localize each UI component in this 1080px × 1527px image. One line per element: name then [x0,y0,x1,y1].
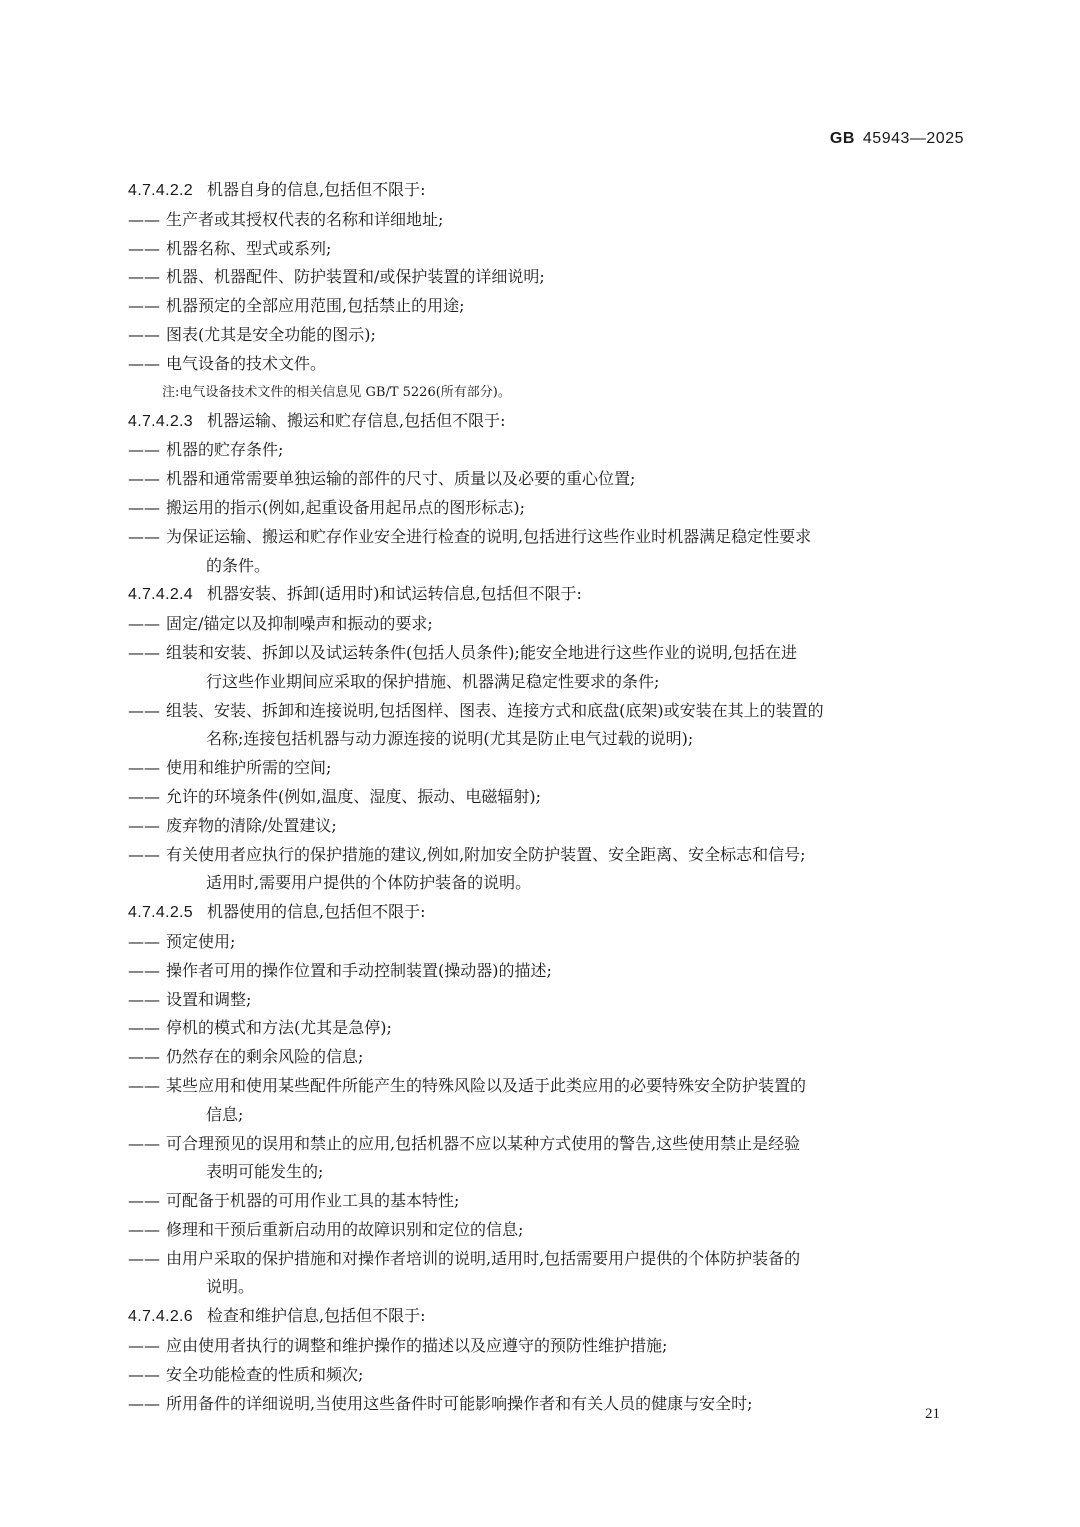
list-item-text: 机器和通常需要单独运输的部件的尺寸、质量以及必要的重心位置; [166,469,636,489]
em-dash-marker: —— [128,1336,160,1356]
em-dash-marker: —— [128,960,160,980]
list-item-text: 停机的模式和方法(尤其是急停); [166,1018,392,1038]
em-dash-marker: —— [128,1393,160,1413]
clause-number: 4.7.4.2.3 [128,412,193,430]
list-item-text: 机器名称、型式或系列; [166,238,332,258]
list-item-text: 允许的环境条件(例如,温度、湿度、振动、电磁辐射); [166,786,541,806]
list-item [128,1130,966,1159]
page-number: 21 [925,1406,940,1422]
list-item-text: 组装和安装、拆卸以及试运转条件(包括人员条件);能安全地进行这些作业的说明,包括在进 [166,642,797,662]
em-dash-marker: —— [128,267,160,287]
list-item [128,436,966,465]
list-item-text: 修理和干预后重新启动用的故障识别和定位的信息; [166,1219,524,1239]
note: 注:电气设备技术文件的相关信息见 GB/T 5226(所有部分)。 [162,384,511,400]
list-item [128,235,966,264]
list-item-text: 有关使用者应执行的保护措施的建议,例如,附加安全防护装置、安全距离、安全标志和信号; [166,844,806,864]
list-item-continuation: 的条件。 [206,555,271,575]
clause-title: 机器安装、拆卸(适用时)和试运转信息,包括但不限于: [206,584,582,604]
list-item [128,754,966,783]
clause-number: 4.7.4.2.5 [128,904,193,922]
list-item-text: 生产者或其授权代表的名称和详细地址; [166,209,444,229]
list-item-text: 可配备于机器的可用作业工具的基本特性; [166,1191,460,1211]
em-dash-marker: —— [128,238,160,258]
list-item [128,523,966,552]
clause-heading [128,1302,966,1332]
em-dash-marker: —— [128,614,160,634]
clause-number: 4.7.4.2.2 [128,182,193,199]
list-item-continuation: 行这些作业期间应采取的保护措施、机器满足稳定性要求的条件; [206,671,660,691]
clause-title: 检查和维护信息,包括但不限于: [206,1306,426,1326]
list-item-text: 可合理预见的误用和禁止的应用,包括机器不应以某种方式使用的警告,这些使用禁止是经验 [166,1133,801,1153]
list-item-text: 仍然存在的剩余风险的信息; [166,1047,364,1067]
list-item-text: 安全功能检查的性质和频次; [166,1364,364,1384]
list-item-text: 所用备件的详细说明,当使用这些备件时可能影响操作者和有关人员的健康与安全时; [166,1393,753,1413]
standard-number [830,130,964,148]
list-item [128,263,966,292]
em-dash-marker: —— [128,1018,160,1038]
list-item-continuation: 说明。 [206,1277,255,1297]
list-item [128,783,966,812]
em-dash-marker: —— [128,1191,160,1211]
clause-title: 机器自身的信息,包括但不限于: [206,180,426,199]
list-item-text: 图表(尤其是安全功能的图示); [166,324,376,344]
list-item [128,1014,966,1043]
clause-number: 4.7.4.2.6 [128,1308,193,1326]
em-dash-marker: —— [128,1219,160,1239]
list-item-text: 机器、机器配件、防护装置和/或保护装置的详细说明; [166,267,545,287]
em-dash-marker: —— [128,1248,160,1268]
em-dash-marker: —— [128,844,160,864]
em-dash-marker: —— [128,353,160,373]
list-item-text: 机器的贮存条件; [166,440,284,460]
list-item-text: 应由使用者执行的调整和维护操作的描述以及应遵守的预防性维护措施; [166,1336,668,1356]
list-item-text: 固定/锚定以及抑制噪声和振动的要求; [166,614,433,634]
list-item [128,1332,966,1361]
list-item-text: 电气设备的技术文件。 [166,353,327,373]
list-item [128,639,966,668]
list-item [128,206,966,235]
list-item [128,321,966,350]
list-item-text: 搬运用的指示(例如,起重设备用起吊点的图形标志); [166,497,525,517]
standard-code: 45943—2025 [862,130,964,147]
em-dash-marker: —— [128,440,160,460]
list-item [128,465,966,494]
list-item [128,350,966,379]
em-dash-marker: —— [128,642,160,662]
list-item-text: 某些应用和使用某些配件所能产生的特殊风险以及适于此类应用的必要特殊安全防护装置的 [166,1075,807,1095]
em-dash-marker: —— [128,1364,160,1384]
list-item-continuation: 信息; [206,1104,244,1124]
list-item [128,1043,966,1072]
em-dash-marker: —— [128,815,160,835]
em-dash-marker: —— [128,989,160,1009]
list-item [128,928,966,957]
list-item [128,494,966,523]
list-item [128,1072,966,1101]
em-dash-marker: —— [128,526,160,546]
em-dash-marker: —— [128,786,160,806]
list-item [128,1361,966,1390]
list-item-text: 废弃物的清除/处置建议; [166,815,337,835]
list-item-continuation: 名称;连接包括机器与动力源连接的说明(尤其是防止电气过载的说明); [206,729,694,749]
clause-heading [128,176,966,206]
list-item-text: 操作者可用的操作位置和手动控制装置(操动器)的描述; [166,960,552,980]
standard-prefix: GB [829,130,855,147]
list-item-text: 预定使用; [166,931,236,951]
clause-heading [128,407,966,437]
em-dash-marker: —— [128,497,160,517]
em-dash-marker: —— [128,758,160,778]
em-dash-marker: —— [128,209,160,229]
list-item-text: 使用和维护所需的空间; [166,758,332,778]
clause-title: 机器使用的信息,包括但不限于: [206,902,426,922]
list-item [128,812,966,841]
list-item [128,1216,966,1245]
list-item-continuation: 适用时,需要用户提供的个体防护装备的说明。 [206,873,532,893]
list-item-text: 机器预定的全部应用范围,包括禁止的用途; [166,296,465,316]
list-item-text: 组装、安装、拆卸和连接说明,包括图样、图表、连接方式和底盘(底架)或安装在其上的装置的 [166,700,824,720]
list-item-text: 设置和调整; [166,989,252,1009]
em-dash-marker: —— [128,931,160,951]
list-item [128,697,966,726]
list-item [128,986,966,1015]
em-dash-marker: —— [128,324,160,344]
list-item [128,957,966,986]
list-item [128,292,966,321]
list-item-text: 由用户采取的保护措施和对操作者培训的说明,适用时,包括需要用户提供的个体防护装备的 [166,1248,801,1268]
em-dash-marker: —— [128,1133,160,1153]
list-item-continuation: 表明可能发生的; [206,1162,324,1182]
em-dash-marker: —— [128,700,160,720]
em-dash-marker: —— [128,1047,160,1067]
list-item [128,1245,966,1274]
document-body [128,176,966,1418]
clause-title: 机器运输、搬运和贮存信息,包括但不限于: [206,410,506,430]
clause-heading [128,898,966,928]
list-item [128,610,966,639]
em-dash-marker: —— [128,296,160,316]
clause-number: 4.7.4.2.4 [128,586,193,604]
list-item-text: 为保证运输、搬运和贮存作业安全进行检查的说明,包括进行这些作业时机器满足稳定性要求 [166,526,812,546]
em-dash-marker: —— [128,469,160,489]
list-item [128,1390,966,1419]
em-dash-marker: —— [128,1075,160,1095]
list-item [128,1187,966,1216]
clause-heading [128,580,966,610]
list-item [128,841,966,870]
